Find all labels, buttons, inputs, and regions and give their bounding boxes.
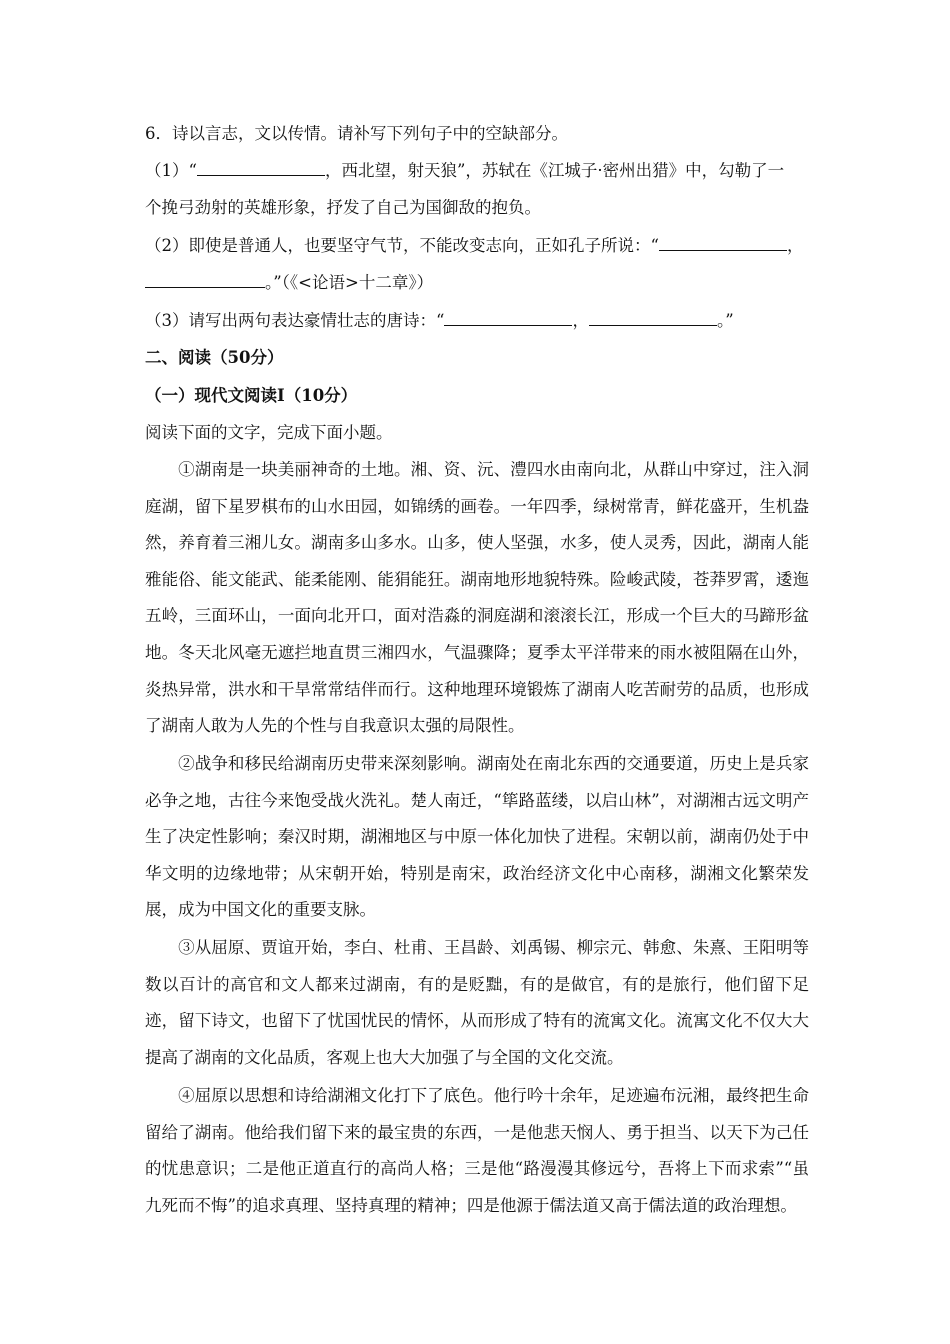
question-6-item-2-cont <box>145 273 810 293</box>
question-6-item-2 <box>145 236 810 256</box>
paragraph-text: ④屈原以思想和诗给湖湘文化打下了底色。他行吟十余年，足迹遍布沅湘，最终把生命留给了湖南。他给我们留下来的最宝贵的东西，一是他悲天悯人、勇于担当、以天下为己任的忧患意识；二是他正道直行的高尚人格；三是他“路漫漫其修远兮，吾将上下而求索”“虽九死而不悔”的追求真理、坚持真理的精神；四是他源于儒法道又高于儒法道的政治理想。 <box>145 1086 809 1215</box>
subsection-title: （一）现代文阅读Ⅰ（10分） <box>145 386 358 405</box>
item-2-comma: ， <box>786 236 804 255</box>
paragraph-text: ①湖南是一块美丽神奇的土地。湘、资、沅、澧四水由南向北，从群山中穿过，注入洞庭湖，留下星罗棋布的山水田园，如锦绣的画卷。一年四季，绿树常青，鲜花盛开，生机盎然，养育着三湘儿女。湖南多山多水。山多，使人坚强，水多，使人灵秀，因此，湖南人能雅能俗、能文能武、能柔能刚、能狷能狂。湖南地形地貌特殊。险峻武陵，苍莽罗霄，逶迤五岭，三面环山，一面向北开口，面对浩淼的洞庭湖和滚滚长江，形成一个巨大的马蹄形盆地。冬天北风毫无遮拦地直贯三湘四水，气温骤降；夏季太平洋带来的雨水被阻隔在山外，炎热异常，洪水和干旱常常结伴而行。这种地理环境锻炼了湖南人吃苦耐劳的品质，也形成了湖南人敢为人先的个性与自我意识太强的局限性。 <box>145 460 809 736</box>
passage-paragraph-1 <box>145 452 809 745</box>
item-3-prefix: （3）请写出两句表达豪情壮志的唐诗：“ <box>145 311 445 330</box>
answer-blank[interactable] <box>659 236 787 251</box>
item-3-end: 。” <box>716 311 734 330</box>
paragraph-text: ③从屈原、贾谊开始，李白、杜甫、王昌龄、刘禹锡、柳宗元、韩愈、朱熹、王阳明等数以百计的高官和文人都来过湖南，有的是贬黜，有的是做官，有的是旅行，他们留下足迹，留下诗文，也留下了忧国忧民的情怀，从而形成了特有的流寓文化。流寓文化不仅大大提高了湖南的文化品质，客观上也大大加强了与全国的文化交流。 <box>145 938 809 1067</box>
passage-paragraph-3 <box>145 930 809 1076</box>
item-1-text: ，西北望，射天狼”，苏轼在《江城子·密州出猎》中，勾勒了一 <box>324 161 785 180</box>
question-6-item-1 <box>145 161 810 181</box>
passage-paragraph-2 <box>145 746 809 929</box>
question-6-item-3 <box>145 311 810 331</box>
answer-blank[interactable] <box>197 161 325 176</box>
answer-blank[interactable] <box>444 311 572 326</box>
answer-blank[interactable] <box>589 311 717 326</box>
section-title: 二、阅读（50分） <box>145 348 284 367</box>
reading-instruction: 阅读下面的文字，完成下面小题。 <box>145 423 393 442</box>
answer-blank[interactable] <box>145 273 265 288</box>
question-6-item-1-cont: 个挽弓劲射的英雄形象，抒发了自己为国御敌的抱负。 <box>145 198 541 217</box>
passage-paragraph-4 <box>145 1078 809 1224</box>
item-1-prefix: （1）“ <box>145 161 197 180</box>
question-6-stem: 6．诗以言志，文以传情。请补写下列句子中的空缺部分。 <box>145 124 568 143</box>
item-2-source: 。”（《<论语>十二章》） <box>265 273 434 292</box>
paragraph-text: ②战争和移民给湖南历史带来深刻影响。湖南处在南北东西的交通要道，历史上是兵家必争之地，古往今来饱受战火洗礼。楚人南迁，“筚路蓝缕，以启山林”，对湖湘古远文明产生了决定性影响；秦汉时期，湖湘地区与中原一体化加快了进程。宋朝以前，湖南仍处于中华文明的边缘地带；从宋朝开始，特别是南宋，政治经济文化中心南移，湖湘文化繁荣发展，成为中国文化的重要支脉。 <box>145 754 809 920</box>
item-2-text: （2）即使是普通人，也要坚守气节，不能改变志向，正如孔子所说：“ <box>145 236 659 255</box>
item-3-comma: ， <box>572 311 589 330</box>
